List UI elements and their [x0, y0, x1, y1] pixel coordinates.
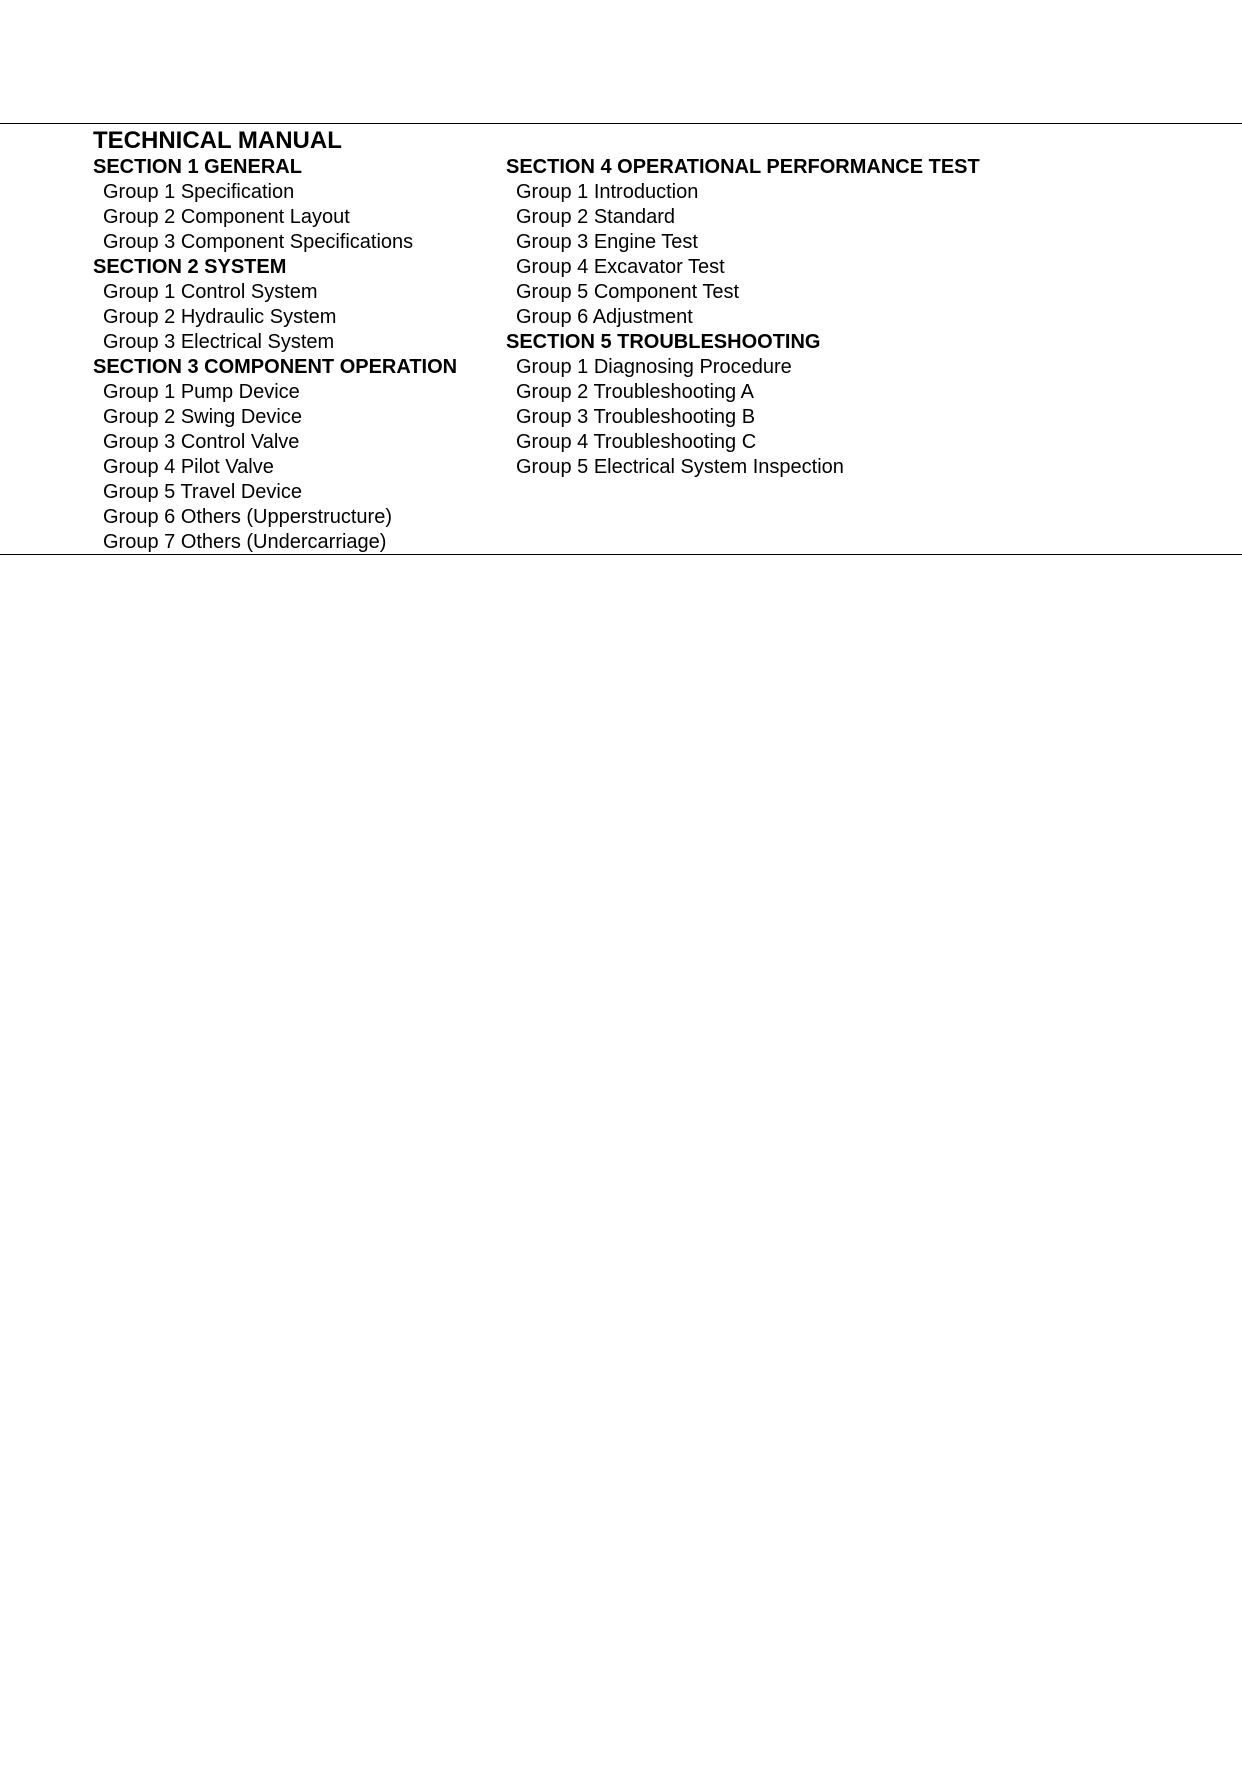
- group-item: Group 6 Adjustment: [516, 306, 693, 328]
- group-item: Group 6 Others (Upperstructure): [103, 506, 392, 528]
- group-item: Group 2 Component Layout: [103, 206, 350, 228]
- group-list: [506, 180, 980, 330]
- group-item: Group 5 Component Test: [516, 281, 740, 303]
- section-system: [93, 255, 457, 355]
- group-list: [93, 280, 457, 355]
- group-item: Group 2 Standard: [516, 206, 675, 228]
- group-item: Group 2 Swing Device: [103, 406, 302, 428]
- group-item: Group 4 Pilot Valve: [103, 456, 274, 478]
- toc-left-column: [93, 155, 457, 555]
- group-list: [506, 355, 980, 480]
- group-item: Group 1 Diagnosing Procedure: [516, 356, 792, 378]
- toc-right-column: [506, 155, 980, 480]
- group-item: Group 2 Troubleshooting A: [516, 381, 754, 403]
- section-general: [93, 155, 457, 255]
- section-heading: SECTION 2 SYSTEM: [93, 256, 287, 278]
- group-list: [93, 180, 457, 255]
- section-heading: SECTION 3 COMPONENT OPERATION: [93, 356, 458, 378]
- bottom-divider: [0, 554, 1242, 555]
- group-item: Group 2 Hydraulic System: [103, 306, 337, 328]
- group-item: Group 3 Component Specifications: [103, 231, 414, 253]
- group-item: Group 1 Specification: [103, 181, 295, 203]
- group-item: Group 3 Troubleshooting B: [516, 406, 756, 428]
- section-troubleshooting: [506, 330, 980, 480]
- group-item: Group 3 Engine Test: [516, 231, 698, 253]
- group-item: Group 3 Control Valve: [103, 431, 300, 453]
- group-item: Group 3 Electrical System: [103, 331, 335, 353]
- top-divider: [0, 123, 1242, 124]
- manual-title: TECHNICAL MANUAL: [93, 127, 342, 154]
- section-heading: SECTION 5 TROUBLESHOOTING: [506, 331, 821, 353]
- group-item: Group 7 Others (Undercarriage): [103, 531, 387, 553]
- group-list: [93, 380, 457, 555]
- section-heading: SECTION 1 GENERAL: [93, 156, 302, 178]
- group-item: Group 1 Pump Device: [103, 381, 300, 403]
- group-item: Group 4 Troubleshooting C: [516, 431, 757, 453]
- section-component-operation: [93, 355, 457, 555]
- section-operational-performance-test: [506, 155, 980, 330]
- section-heading: SECTION 4 OPERATIONAL PERFORMANCE TEST: [506, 156, 980, 178]
- group-item: Group 5 Travel Device: [103, 481, 302, 503]
- group-item: Group 4 Excavator Test: [516, 256, 725, 278]
- group-item: Group 1 Control System: [103, 281, 318, 303]
- group-item: Group 1 Introduction: [516, 181, 699, 203]
- group-item: Group 5 Electrical System Inspection: [516, 456, 844, 478]
